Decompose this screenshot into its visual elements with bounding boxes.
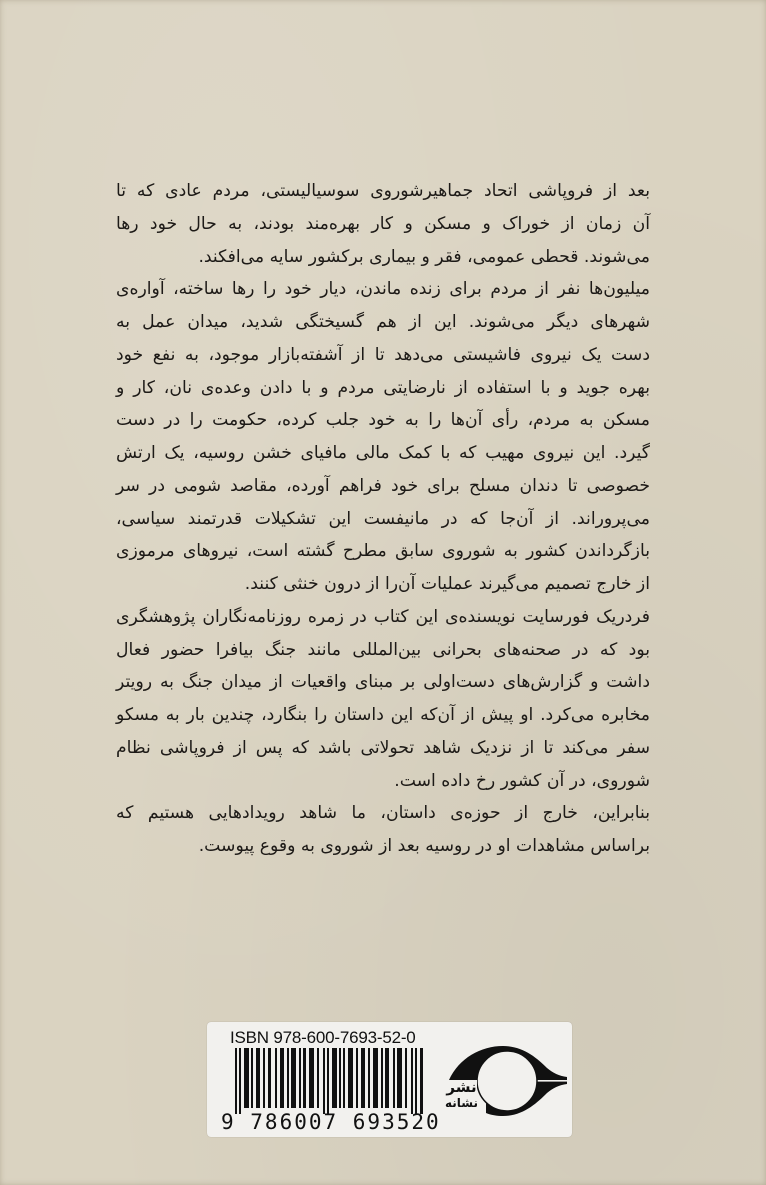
blurb-line: بنابراین، خارج از حوزه‌ی داستان، ما شاهد رویدادهایی هستیم که bbox=[116, 803, 650, 824]
blurb-line: بهره جوید و با استفاده از نارضایتی مردم و با دادن وعده‌ی نان، کار و bbox=[116, 377, 650, 398]
blurb-line: مخابره می‌کرد. او پیش از آن‌که این داستان را بنگارد، چندین بار به مسکو bbox=[116, 705, 650, 725]
blurb-line: دست یک نیروی فاشیستی می‌دهد تا از آشفته‌بازار موجود، به نفع خود bbox=[116, 344, 650, 365]
isbn-text: ISBN 978-600-7693-52-0 bbox=[230, 1028, 416, 1047]
blurb-line: آن زمان از خوراک و مسکن و کار بهره‌مند بودند، به حال خود رها bbox=[116, 213, 650, 234]
blurb-line: از خارج تصمیم می‌گیرند عملیات آن‌را از درون خنثی کنند. bbox=[244, 574, 650, 594]
blurb-text bbox=[116, 175, 650, 863]
blurb-line: شوروی، در آن کشور رخ داده است. bbox=[394, 770, 650, 791]
blurb-line: می‌پروراند. از آن‌جا که در مانیفست این تشکیلات قدرتمند سیاسی، bbox=[116, 508, 650, 529]
blurb-line: فردریک فورسایت نویسنده‌ی این کتاب در زمره روزنامه‌نگاران پژوهشگری bbox=[116, 606, 650, 627]
publisher-name-line2: نشانه bbox=[445, 1096, 479, 1110]
barcode-label bbox=[207, 1022, 572, 1137]
blurb-line: داشت و گزارش‌های دست‌اولی بر مبنای واقعیات از میدان جنگ به رویتر bbox=[116, 672, 650, 693]
blurb-line: سفر می‌کند تا از نزدیک شاهد تحولاتی باشد که پس از فروپاشی نظام bbox=[116, 737, 650, 758]
blurb-line: بعد از فروپاشی اتحاد جماهیرشوروی سوسیالیستی، مردم عادی که تا bbox=[116, 181, 650, 201]
blurb-line: شهرهای دیگر می‌شوند. این از هم گسیختگی شدید، میدان عمل به bbox=[116, 312, 650, 332]
blurb-line: مسکن به مردم، رأی آن‌ها را به خود جلب کرده، حکومت را در دست bbox=[116, 410, 650, 431]
publisher-name bbox=[445, 1079, 478, 1111]
blurb-line: می‌شوند. قحطی عمومی، فقر و بیماری برکشور سایه می‌افکند. bbox=[198, 246, 650, 267]
blurb-line: میلیون‌ها نفر از مردم برای زنده ماندن، دیار خود را رها ساخته، آواره‌ی bbox=[116, 279, 650, 300]
blurb-line: بازگرداندن کشور به شوروی سابق مطرح گشته است، نیروهای مرموزی bbox=[116, 541, 650, 562]
blurb-line: گیرد. این نیروی مهیب که با کمک مالی مافیای خشن روسیه، یک ارتش bbox=[116, 443, 650, 463]
barcode-digits: 9 786007 693520 bbox=[221, 1110, 441, 1134]
barcode-icon bbox=[235, 1048, 423, 1114]
publisher-name-line1: نشر bbox=[446, 1078, 477, 1096]
blurb-line: بود که در صحنه‌های بحرانی بین‌المللی مانند جنگ بیافرا حضور فعال bbox=[116, 639, 650, 660]
blurb-line: خصوصی تا دندان مسلح برای خود فراهم آورده، مقاصد شومی در سر bbox=[116, 475, 650, 496]
blurb-line: براساس مشاهدات او در روسیه بعد از شوروی به وقوع پیوست. bbox=[198, 836, 650, 856]
